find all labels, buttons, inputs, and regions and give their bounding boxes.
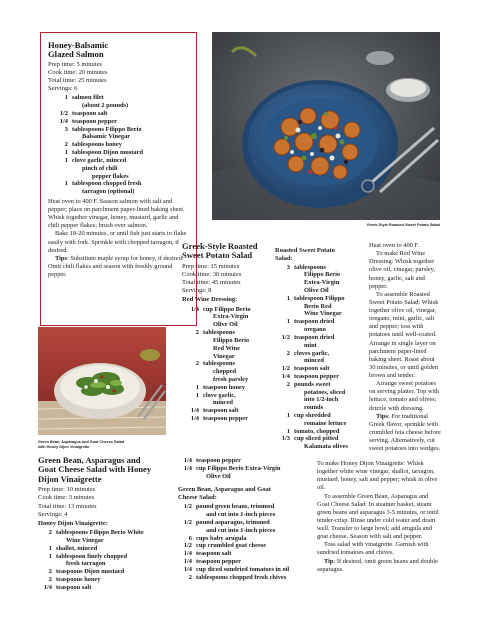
ingredient-row [278, 264, 353, 272]
servings: Servings: 8 [182, 287, 212, 295]
directions: Toss salad with vinaigrette. Garnish with sundried tomatoes and chives. [317, 541, 429, 557]
ingredient-quantity [38, 560, 56, 568]
recipe-salad-column [275, 247, 353, 451]
ingredient-row [52, 118, 190, 126]
tips-text: : For traditional Greek flavor, sprinkle with crumbled feta cheese before serving. Alternatively, cut sweet potatoes into wedges. [369, 412, 441, 453]
ingredient-text: teaspoon salt [203, 407, 239, 415]
servings: Servings: 6 [48, 85, 78, 93]
total-time: Total time: 45 minutes [182, 279, 241, 287]
ingredient-quantity: 2 [48, 575, 52, 583]
prep-time: Prep time: 15 minutes [182, 262, 240, 270]
ingredient-quantity: 2 [286, 349, 290, 357]
ingredient-text: cup Filippo Berio [203, 305, 251, 313]
ingredient-row [52, 126, 190, 134]
ingredient-text: teaspoon salt [196, 550, 232, 558]
ingredient-row [185, 353, 274, 361]
ingredient-quantity [185, 321, 203, 329]
total-time: Total time: 25 minutes [48, 77, 107, 85]
ingredient-row [178, 550, 312, 558]
ingredient-row [278, 287, 353, 295]
ingredient-quantity: 1 [48, 552, 52, 560]
ingredient-row [38, 576, 170, 584]
heading-line: Cheese Salad: [178, 494, 217, 502]
ingredient-text: potatoes, sliced [304, 388, 346, 396]
ingredient-quantity: 1/4 [183, 565, 192, 573]
ingredient-quantity: 1 [286, 294, 290, 302]
ingredient-text: pepper flakes [92, 172, 129, 180]
cook-time: Cook time: 20 minutes [48, 69, 108, 77]
ingredient-list [52, 94, 190, 196]
heading-line: Salad: [275, 254, 293, 262]
ingredient-row [52, 94, 190, 102]
ingredient-quantity [278, 310, 294, 318]
ingredient-quantity [278, 389, 294, 397]
green-bean-salad-photo [38, 327, 166, 435]
ingredient-quantity: 1/4 [183, 557, 192, 565]
ingredient-quantity [52, 165, 72, 173]
ingredient-row [38, 584, 170, 592]
ingredient-row [278, 350, 353, 358]
ingredient-quantity: 1/2 [183, 503, 192, 511]
ingredient-text: cup Filippo Berio Extra-Virgin [196, 464, 281, 472]
ingredient-row [185, 360, 274, 368]
ingredient-quantity [185, 368, 203, 376]
ingredient-text: tablespoons [203, 360, 235, 368]
ingredient-quantity [278, 303, 294, 311]
ingredient-quantity: 1/2 [281, 365, 290, 373]
ingredient-row [278, 373, 353, 381]
ingredient-text: teaspoon dried [294, 333, 335, 341]
ingredient-quantity [52, 173, 72, 181]
recipe-honey-balsamic-salmon [40, 32, 197, 326]
ingredient-quantity [185, 353, 203, 361]
ingredient-quantity: 1 [195, 391, 199, 399]
recipe-title [38, 456, 170, 484]
ingredient-list [278, 264, 353, 452]
ingredient-quantity: 1/4 [190, 305, 199, 313]
ingredient-row [278, 318, 353, 326]
recipe-title [182, 242, 274, 261]
ingredient-text: pinch of chili [82, 164, 118, 172]
ingredient-quantity [185, 399, 203, 407]
ingredient-quantity: 2 [195, 329, 199, 337]
ingredient-quantity: 1 [64, 149, 68, 157]
recipe-meta [38, 486, 170, 519]
ingredient-quantity: 3 [64, 125, 68, 133]
title-line: Glazed Salmon [48, 49, 104, 60]
ingredient-row [185, 306, 274, 314]
ingredient-text: Extra-Virgin [213, 313, 249, 321]
ingredient-row [52, 157, 190, 165]
ingredient-text: teaspoons Dijon mustard [56, 568, 125, 576]
ingredient-text: fresh parsley [213, 375, 249, 383]
ingredient-row [185, 329, 274, 337]
ingredient-text: shallot, minced [56, 544, 98, 552]
ingredient-quantity: 1/4 [183, 550, 192, 558]
ingredient-list [38, 529, 170, 592]
directions: Heat oven to 400 F. [369, 242, 420, 249]
ingredient-text: pound green beans, trimmed [196, 503, 275, 511]
ingredient-row [178, 542, 312, 550]
recipe-green-bean-salad [38, 456, 170, 592]
ingredient-row [278, 326, 353, 334]
ingredient-row [185, 321, 274, 329]
ingredient-text: teaspoon pepper [294, 372, 339, 380]
ingredient-row [178, 527, 312, 535]
ingredient-text: tablespoon Dijon mustard [72, 149, 144, 157]
directions: To make Red Wine Dressing: Whisk together olive oil, vinegar, parsley, honey, garlic, salt and pepper. [369, 250, 436, 290]
ingredient-text: teaspoon salt [56, 583, 92, 591]
ingredient-row [38, 529, 170, 537]
ingredient-quantity: 1/2 [183, 542, 192, 550]
ingredient-text: tablespoon Filippo [294, 294, 345, 302]
ingredient-text: salmon filet [72, 94, 104, 102]
directions: To assemble Roasted Sweet Potato Salad: Whisk together olive oil, vinegar, oregano, mint, garlic, salt and pepper; toss with potatoes until well-coated. Arrange in single layer on parchment paper-lined baking sheet. Roast about 30 minutes, or until golden brown and tender. [369, 290, 439, 379]
ingredient-quantity: 2 [188, 573, 192, 581]
ingredient-row [178, 566, 312, 574]
ingredient-row [278, 303, 353, 311]
ingredient-quantity [278, 420, 294, 428]
ingredient-text: pounds sweet [294, 380, 331, 388]
total-time: Total time: 13 minutes [38, 502, 97, 510]
ingredient-row [278, 334, 353, 342]
ingredient-quantity: 2 [48, 568, 52, 576]
prep-time: Prep time: 5 minutes [48, 60, 102, 68]
ingredient-quantity [185, 376, 203, 384]
ingredient-quantity [185, 345, 203, 353]
ingredient-text: minced [213, 399, 233, 407]
ingredient-row [278, 420, 353, 428]
title-line: Greek-Style Roasted [182, 241, 258, 251]
ingredient-text: teaspoon pepper [196, 457, 241, 464]
ingredient-text: tablespoon finely chopped [56, 552, 128, 560]
ingredient-row [38, 560, 170, 568]
ingredient-quantity: 1 [195, 383, 199, 391]
ingredient-quantity [52, 102, 72, 110]
ingredient-quantity [278, 396, 294, 404]
ingredient-text: mint [304, 341, 317, 349]
ingredient-quantity [278, 326, 294, 334]
ingredient-quantity [178, 511, 196, 519]
ingredient-quantity: 2 [64, 141, 68, 149]
ingredient-quantity [278, 279, 294, 287]
salad-heading [275, 247, 353, 263]
ingredient-text: chopped [213, 368, 237, 376]
ingredient-quantity: 1/4 [183, 464, 192, 472]
ingredient-list [178, 503, 312, 581]
ingredient-row [278, 412, 353, 420]
ingredient-quantity: 1/3 [281, 435, 290, 443]
ingredient-text: Filippo Berio [213, 336, 250, 344]
ingredient-quantity [178, 473, 196, 481]
ingredient-row [278, 443, 353, 451]
ingredient-text: pound asparagus, trimmed [196, 518, 270, 526]
ingredient-quantity [185, 337, 203, 345]
ingredient-text: Red Wine [213, 344, 240, 352]
ingredient-text: Balsamic Vinegar [82, 133, 131, 141]
prep-time: Prep time: 10 minutes [38, 486, 96, 494]
directions: Heat oven to 400 F. Season salmon with salt and pepper; place on parchment paper-lined baking sheet. Whisk together vinegar, honey, mustard, garlic and chili pepper flakes; brush over salmon. [48, 197, 185, 230]
directions: Bake 18-20 minutes, or until fish just starts to flake easily with fork. Sprinkle with chopped tarragon, if desired. [48, 230, 187, 254]
ingredient-row [185, 376, 274, 384]
tips [48, 255, 190, 279]
ingredient-row [178, 503, 312, 511]
ingredient-text: tablespoons chopped fresh chives [196, 573, 287, 581]
ingredient-text: teaspoon salt [72, 110, 108, 118]
ingredient-row [185, 345, 274, 353]
ingredient-row [278, 381, 353, 389]
ingredient-row [178, 511, 312, 519]
ingredient-row [178, 558, 312, 566]
tips-text: : Substitute maple syrup for honey, if desired. Omit chili flakes and season with freshly ground pepper. [48, 254, 184, 279]
ingredient-text: tomato, chopped [294, 427, 340, 435]
ingredient-row [185, 313, 274, 321]
ingredient-row [178, 574, 312, 582]
ingredient-text: Wine Vinegar [304, 310, 342, 318]
sweet-potato-salad-photo [212, 32, 440, 220]
caption-line: with Honey Dijon Vinaigrette [38, 444, 90, 449]
ingredient-quantity: 1/4 [183, 457, 192, 464]
ingredient-list [178, 457, 312, 480]
title-line: Goat Cheese Salad with Honey [38, 464, 152, 475]
ingredient-quantity: 3 [286, 263, 290, 271]
ingredient-quantity: 6 [188, 534, 192, 542]
ingredient-row [278, 342, 353, 350]
vinaigrette-heading: Honey Dijon Vinaigrette: [38, 519, 108, 527]
photo-caption: Greek-Style Roasted Sweet Potato Salad [366, 223, 440, 227]
ingredient-quantity: 1/4 [190, 415, 199, 423]
directions: To assemble Green Bean, Asparagus and Goat Cheese Salad: In steamer basket, steam green beans and asparagus 3-5 minutes, or until tender-crisp. Rinse under cold water and drain well. Transfer to large bowl; add arugula and goat cheese. Season with salt and pepper. [317, 492, 439, 541]
sweet-potato-salad-illustration [212, 32, 440, 220]
salad-heading [178, 486, 312, 502]
ingredient-text: teaspoon pepper [203, 415, 248, 423]
ingredient-quantity [278, 342, 294, 350]
ingredient-quantity [278, 404, 294, 412]
recipe-green-bean-ingredients [178, 456, 312, 581]
recipe-meta [48, 61, 190, 94]
ingredient-text: clove garlic, [203, 391, 236, 399]
ingredient-text: cup shredded [294, 412, 331, 420]
ingredient-row [185, 399, 274, 407]
ingredient-quantity [178, 527, 196, 535]
ingredient-row [278, 365, 353, 373]
ingredient-text: teaspoon pepper [196, 557, 241, 565]
ingredient-quantity [278, 357, 294, 365]
ingredient-quantity: 1/4 [281, 372, 290, 380]
ingredient-quantity: 2 [195, 360, 199, 368]
ingredient-row [38, 545, 170, 553]
ingredient-quantity: 1/4 [59, 117, 68, 125]
heading-line: Green Bean, Asparagus and Goat [178, 486, 271, 494]
ingredient-text: cup sliced pitted [294, 435, 339, 443]
recipe-title [48, 41, 190, 60]
ingredient-text: clove garlic, minced [72, 156, 127, 164]
ingredient-quantity: 1/2 [281, 333, 290, 341]
recipe-meta [182, 263, 274, 296]
ingredient-text: teaspoon honey [203, 383, 246, 391]
ingredient-row [185, 384, 274, 392]
title-line: Honey-Balsamic [48, 40, 109, 50]
ingredient-text: and cut into 1-inch pieces [206, 526, 276, 534]
photo-caption [38, 440, 168, 449]
ingredient-quantity: 1 [48, 544, 52, 552]
ingredient-text: romaine lettuce [304, 419, 347, 427]
ingredient-text: tablespoons Filippo Berio [72, 125, 142, 133]
cook-time: Cook time: 30 minutes [182, 271, 242, 279]
ingredient-quantity [278, 271, 294, 279]
tips [317, 558, 442, 574]
ingredient-row [278, 357, 353, 365]
title-line: Sweet Potato Salad [182, 250, 253, 261]
dressing-heading: Red Wine Dressing: [182, 296, 238, 304]
ingredient-quantity: 1/2 [183, 518, 192, 526]
ingredient-row [278, 279, 353, 287]
ingredient-row [52, 165, 190, 173]
ingredient-text: Olive Oil [304, 287, 329, 295]
ingredient-quantity: 1/4 [190, 407, 199, 415]
ingredient-text: Filippo Berio [304, 271, 341, 279]
ingredient-text: Extra-Virgin [304, 279, 340, 287]
ingredient-text: rounds [304, 404, 324, 412]
tips-label: Tip [324, 557, 334, 565]
ingredient-text: tablespoons [203, 329, 235, 337]
servings: Servings: 4 [38, 510, 68, 518]
ingredient-row [52, 110, 190, 118]
caption-line: Green Bean, Asparagus and Goat Cheese Salad [38, 440, 125, 444]
ingredient-row [52, 141, 190, 149]
ingredient-text: Berio Red [304, 302, 332, 310]
ingredient-text: tablespoons honey [72, 141, 122, 149]
ingredient-text: cup diced sundried tomatoes in oil [196, 565, 290, 573]
ingredient-text: cloves garlic, [294, 349, 330, 357]
ingredient-row [38, 537, 170, 545]
ingredient-text: teaspoon dried [294, 318, 335, 326]
ingredient-row [178, 535, 312, 543]
ingredient-text: tablespoons [294, 263, 326, 271]
ingredient-quantity [278, 443, 294, 451]
ingredient-text: cups baby arugula [196, 534, 247, 542]
ingredient-row [185, 392, 274, 400]
ingredient-text: teaspoon pepper [72, 117, 117, 125]
directions: Arrange sweet potatoes on serving platter. Top with lettuce, tomato and olives; drizzle with dressing. [369, 380, 440, 412]
ingredient-row [178, 457, 312, 465]
ingredient-quantity: 1/4 [43, 583, 52, 591]
tips-label: Tips [376, 412, 388, 420]
ingredient-quantity: 2 [48, 529, 52, 537]
ingredient-quantity: 2 [286, 380, 290, 388]
ingredient-quantity [52, 188, 72, 196]
tips-label: Tips [55, 254, 67, 262]
ingredient-row [278, 271, 353, 279]
title-line: Green Bean, Asparagus and [38, 455, 141, 465]
ingredient-quantity: 1 [64, 156, 68, 164]
ingredient-quantity: 1/2 [59, 110, 68, 118]
ingredient-text: fresh tarragon [66, 560, 106, 568]
ingredient-row [278, 396, 353, 404]
ingredient-row [185, 415, 274, 423]
ingredient-quantity: 1 [64, 180, 68, 188]
ingredient-text: Vinegar [213, 352, 235, 360]
ingredient-text: and cut into 1-inch pieces [206, 511, 276, 519]
ingredient-row [52, 188, 190, 196]
heading-line: Roasted Sweet Potato [275, 247, 335, 254]
green-bean-salad-illustration [38, 327, 166, 435]
ingredient-text: oregano [304, 326, 326, 334]
ingredient-text: Olive Oil [206, 472, 231, 480]
ingredient-row [178, 465, 312, 473]
ingredient-row [38, 553, 170, 561]
ingredient-text: tablespoons Filippo Berio White [56, 529, 144, 537]
ingredient-text: (about 2 pounds) [82, 102, 129, 110]
ingredient-row [185, 368, 274, 376]
ingredient-row [278, 428, 353, 436]
ingredient-text: Olive Oil [213, 321, 238, 329]
ingredient-row [52, 102, 190, 110]
tips [369, 413, 441, 454]
ingredient-quantity: 1 [64, 94, 68, 102]
ingredient-text: Kalamata olives [304, 443, 348, 451]
ingredient-row [52, 180, 190, 188]
ingredient-row [278, 404, 353, 412]
title-line: Dijon Vinaigrette [38, 473, 102, 484]
ingredient-quantity [278, 287, 294, 295]
ingredient-quantity: 1 [286, 412, 290, 420]
ingredient-text: tablespoon chopped fresh [72, 180, 142, 188]
ingredient-row [185, 407, 274, 415]
ingredient-row [278, 310, 353, 318]
ingredient-quantity [38, 537, 56, 545]
ingredient-row [278, 295, 353, 303]
ingredient-row [52, 149, 190, 157]
ingredient-row [278, 435, 353, 443]
recipe-green-bean-directions [317, 460, 442, 574]
ingredient-list [185, 306, 274, 423]
ingredient-quantity: 1 [286, 427, 290, 435]
directions: To make Honey Dijon Vinaigrette: Whisk together white wine vinegar, shallot, tarragon, mustard, honey, salt and pepper; whisk in olive oil. [317, 460, 438, 492]
ingredient-text: minced [304, 357, 324, 365]
ingredient-quantity: 1 [286, 318, 290, 326]
ingredient-row [52, 173, 190, 181]
ingredient-text: teaspoon salt [294, 365, 330, 373]
tips-text: : If desired, omit green beans and double asparagus. [317, 557, 438, 573]
cook-time: Cook time: 3 minutes [38, 494, 95, 502]
ingredient-quantity [185, 313, 203, 321]
ingredient-row [185, 337, 274, 345]
recipe-directions [369, 242, 441, 453]
ingredient-row [52, 133, 190, 141]
ingredient-row [178, 473, 312, 481]
ingredient-text: into 1/2-inch [304, 396, 339, 404]
ingredient-row [178, 519, 312, 527]
ingredient-quantity [52, 133, 72, 141]
ingredient-text: teaspoons honey [56, 575, 101, 583]
ingredient-text: Wine Vinegar [66, 536, 104, 544]
ingredient-row [38, 568, 170, 576]
ingredient-row [278, 389, 353, 397]
ingredient-text: tarragon (optional) [82, 188, 135, 196]
ingredient-text: cup crumbled goat cheese [196, 542, 267, 550]
recipe-greek-sweet-potato-salad [182, 242, 274, 423]
